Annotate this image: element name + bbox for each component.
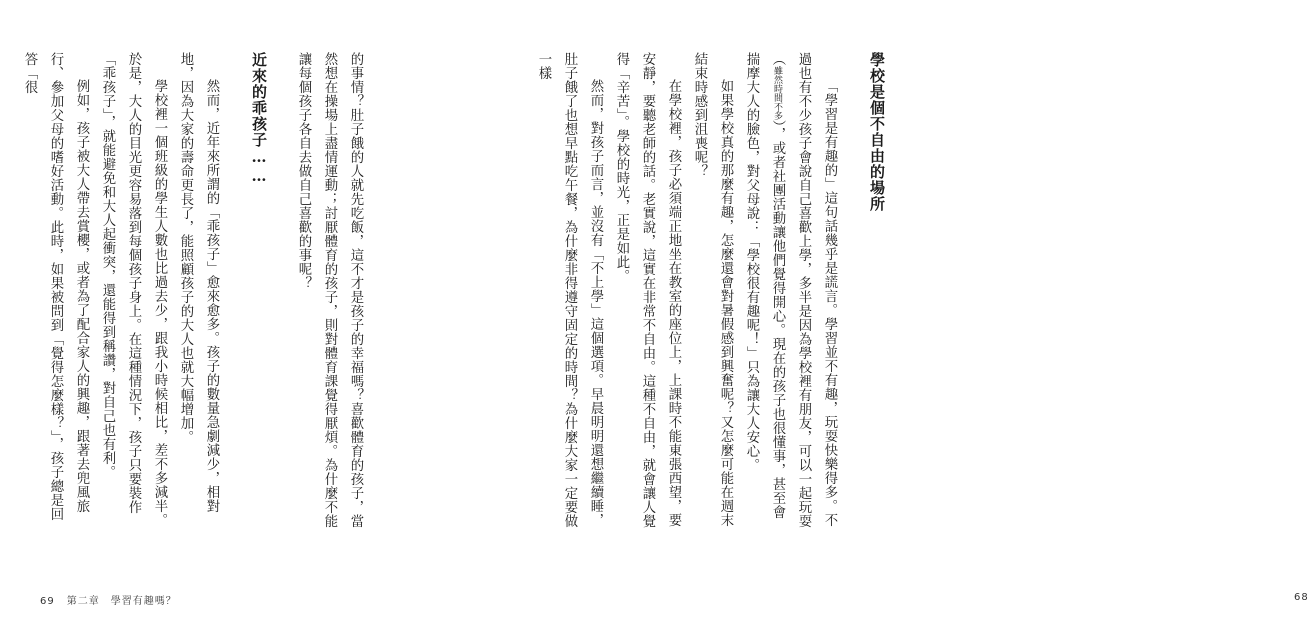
section-heading-school: 學校是個不自由的場所 bbox=[868, 52, 886, 212]
running-head: 第二章 學習有趣嗎？ bbox=[66, 596, 177, 607]
paragraph-1: 然而，近年來所謂的「乖孩子」愈來愈多。孩子的數量急劇減少，相對地，因為大家的壽命更長了，能照顧孩子的大人也就大幅增加。 bbox=[178, 52, 219, 513]
right-page bbox=[450, 0, 1309, 638]
left-page-number: 69 bbox=[40, 596, 55, 607]
section-heading-good-children: 近來的乖孩子…… bbox=[250, 52, 268, 186]
left-page-body bbox=[22, 52, 368, 532]
paragraph-3: 在學校裡，孩子必須端正地坐在教室的座位上，上課時不能東張西望，要安靜，要聽老師的話。老實說，這實在非常不自由。這種不自由，就會讓人覺得「辛苦」。學校的時光，正是如此。 bbox=[614, 52, 681, 528]
right-page-number: 68 bbox=[1294, 592, 1309, 603]
paragraph-4: 然而，對孩子而言，並沒有「不上學」這個選項。早晨明明還想繼續睡，肚子餓了也想早點吃午餐，為什麼非得遵守固定的時間？為什麼大家一定要做一樣 bbox=[536, 52, 603, 528]
right-page-footer bbox=[1294, 592, 1309, 603]
left-page-footer bbox=[40, 592, 177, 607]
left-page bbox=[0, 0, 450, 638]
inline-note: 雖然時間不多 bbox=[772, 66, 782, 120]
right-page-body bbox=[490, 52, 890, 532]
continued-paragraph: 的事情？肚子餓的人就先吃飯，這不才是孩子的幸福嗎？喜歡體育的孩子，當然想在操場上盡情運動；討厭體育的孩子，則對體育課覺得厭煩。為什麼不能讓每個孩子各自去做自己喜歡的事呢？ bbox=[296, 52, 363, 528]
paragraph-2: 學校裡一個班級的學生人數也比過去少，跟我小時候相比，差不多減半。於是，大人的目光更容易落到每個孩子身上。在這種情況下，孩子只要裝作「乖孩子」，就能避免和大人起衝突，還能得到稱讚，對自己也有利。 bbox=[100, 52, 167, 527]
paragraph-1: 「學習是有趣的」這句話幾乎是謊言。學習並不有趣，玩耍快樂得多。不過也有不少孩子會說自己喜歡上學，多半是因為學校裡有朋友，可以一起玩耍（雖然時間不多），或者社團活動讓他們覺得開心。現在的孩子也很懂事，甚至會揣摩大人的臉色，對父母說：「學校很有趣呢！」只為讓大人安心。 bbox=[744, 52, 837, 528]
paragraph-2: 如果學校真的那麼有趣，怎麼還會對暑假感到興奮呢？又怎麼可能在週末結束時感到沮喪呢？ bbox=[692, 52, 733, 527]
paragraph-3: 例如，孩子被大人帶去賞櫻，或者為了配合家人的興趣，跟著去兜風旅行、參加父母的嗜好活動。此時，如果被問到「覺得怎麼樣？」，孩子總是回答「很 bbox=[22, 52, 89, 522]
